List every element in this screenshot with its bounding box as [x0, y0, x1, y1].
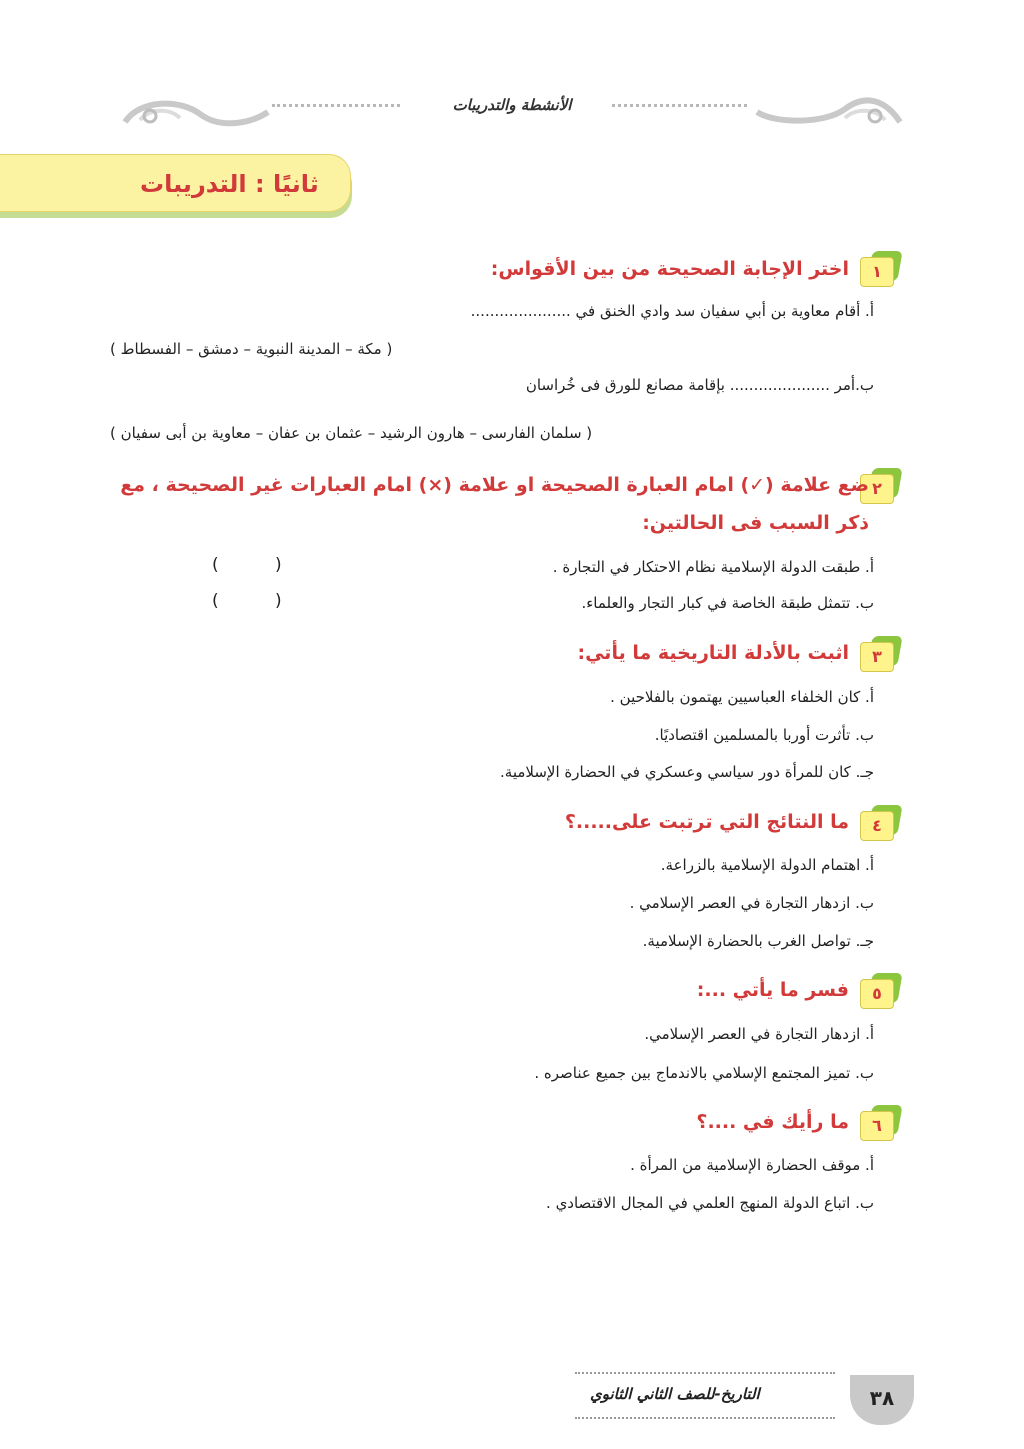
question-5-item-a: أ. ازدهار التجارة في العصر الإسلامي.	[644, 1025, 874, 1043]
question-6-badge	[858, 1111, 900, 1139]
question-2-number: ٢	[860, 474, 894, 504]
question-3-item-a: أ. كان الخلفاء العباسيين يهتمون بالفلاحين .	[610, 688, 874, 706]
question-4-title: ما النتائج التي ترتبت على.....؟	[564, 811, 849, 833]
page-number: ٣٨	[850, 1375, 914, 1425]
question-3-item-c: جـ. كان للمرأة دور سياسي وعسكري في الحضارة الإسلامية.	[500, 763, 874, 781]
question-3-number: ٣	[860, 642, 894, 672]
question-2-item-a: أ. طبقت الدولة الإسلامية نظام الاحتكار في التجارة .	[552, 558, 874, 576]
question-4-item-a: أ. اهتمام الدولة الإسلامية بالزراعة.	[660, 856, 874, 874]
question-4-item-b: ب. ازدهار التجارة في العصر الإسلامي .	[629, 894, 874, 912]
question-1-number: ١	[860, 257, 894, 287]
answer-paren-open: (	[275, 555, 282, 575]
question-3-item-b: ب. تأثرت أوربا بالمسلمين اقتصاديًا.	[654, 726, 874, 744]
question-5-item-b: ب. تميز المجتمع الإسلامي بالاندماج بين جميع عناصره .	[534, 1064, 874, 1082]
question-3-badge	[858, 642, 900, 670]
question-1-item-a: أ. أقام معاوية بن أبي سفيان سد وادي الخنق في .....................	[470, 302, 874, 320]
question-1-item-b-choices: ( سلمان الفارسى – هارون الرشيد – عثمان بن عفان – معاوية بن أبى سفيان )	[110, 424, 593, 442]
question-3-title: اثبت بالأدلة التاريخية ما يأتي:	[577, 642, 849, 664]
question-1-item-b: ب.أمر ..................... بإقامة مصانع للورق فى خُراسان	[525, 376, 874, 394]
answer-paren-close: )	[212, 591, 219, 611]
question-5-badge	[858, 979, 900, 1007]
question-4-badge	[858, 811, 900, 839]
question-2-title-line2: ذكر السبب فى الحالتين:	[642, 512, 869, 534]
question-1-item-a-choices: ( مكة – المدينة النبوية – دمشق – الفسطاط )	[110, 340, 393, 358]
question-6-number: ٦	[860, 1111, 894, 1141]
question-1-title: اختر الإجابة الصحيحة من بين الأقواس:	[490, 258, 849, 280]
footer-bottom-dots	[575, 1417, 835, 1419]
section-banner-title: ثانيًا : التدريبات	[140, 170, 319, 198]
question-6-title: ما رأيك في ....؟	[696, 1111, 849, 1133]
question-2-title-line1: ضع علامة (✓) امام العبارة الصحيحة او علامة (×) امام العبارات غير الصحيحة ، مع	[120, 474, 869, 496]
footer-top-dots	[575, 1372, 835, 1374]
header-right-dots	[612, 104, 747, 107]
question-6-item-b: ب. اتباع الدولة المنهج العلمي في المجال الاقتصادي .	[546, 1194, 874, 1212]
question-2-item-b: ب. تتمثل طبقة الخاصة في كبار التجار والعلماء.	[581, 594, 874, 612]
question-4-item-c: جـ. تواصل الغرب بالحضارة الإسلامية.	[642, 932, 874, 950]
question-6-item-a: أ. موقف الحضارة الإسلامية من المرأة .	[630, 1156, 874, 1174]
page-header-title: الأنشطة والتدريبات	[452, 96, 572, 114]
footer-book-title: التاريخ-للصف الثاني الثانوي	[590, 1385, 760, 1403]
question-1-badge	[858, 257, 900, 285]
question-5-number: ٥	[860, 979, 894, 1009]
answer-paren-close: )	[212, 555, 219, 575]
right-ornament-icon	[755, 94, 905, 134]
question-4-number: ٤	[860, 811, 894, 841]
question-5-title: فسر ما يأتي ...:	[696, 979, 849, 1001]
answer-paren-open: (	[275, 591, 282, 611]
